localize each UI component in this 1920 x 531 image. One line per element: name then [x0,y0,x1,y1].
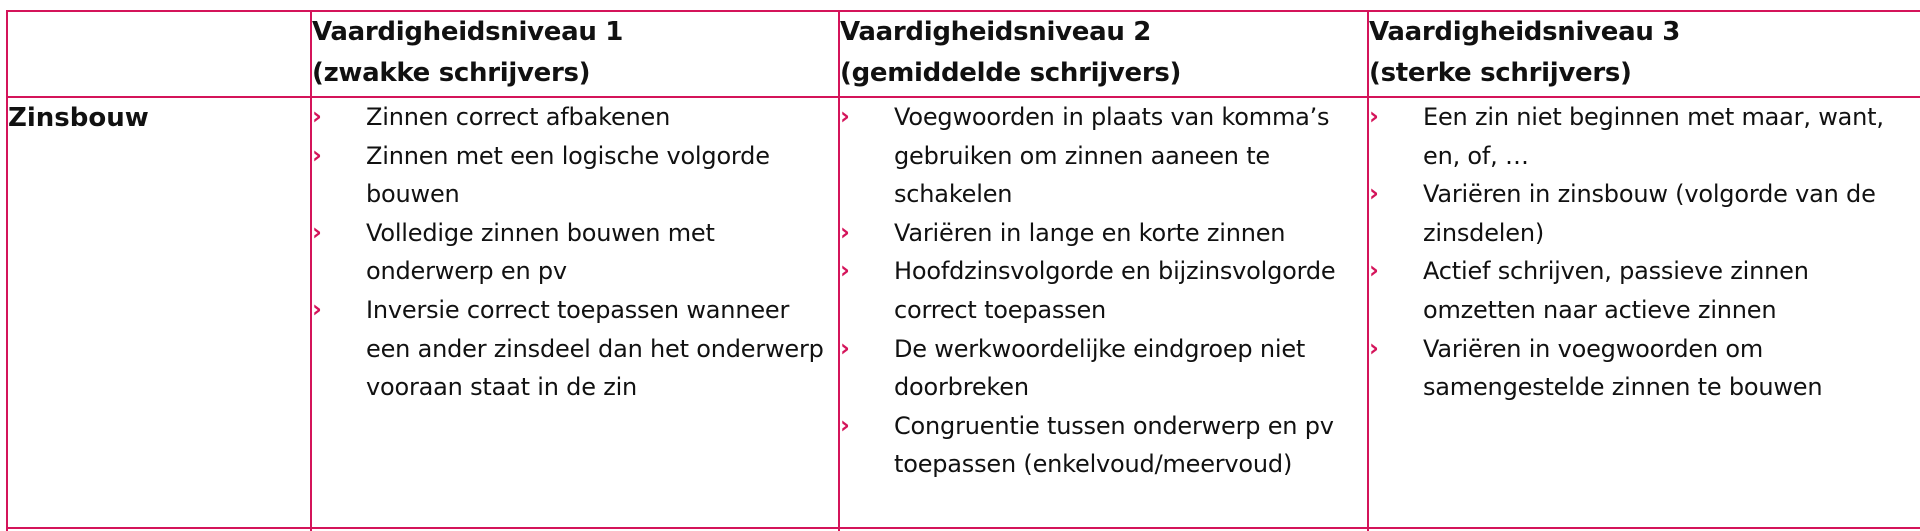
list-item-text: Volledige zinnen bouwen met onderwerp en pv [366,218,715,286]
column-header-subtitle: (zwakke schrijvers) [312,58,591,88]
column-header-title: Vaardigheidsniveau 2 [840,17,1152,47]
column-header-title: Vaardigheidsniveau 1 [312,17,624,47]
list-item [840,407,1367,484]
list-item-text: Hoofdzinsvolgorde en bijzinsvolgorde correct toepassen [894,257,1336,324]
chevron-right-icon: › [1369,179,1379,208]
divider [1367,524,1369,531]
table-row-zinsbouw [7,97,1920,528]
list-item [312,137,838,214]
chevron-right-icon: › [840,256,850,285]
list-item [840,252,1367,329]
list-item-text: Zinnen correct afbakenen [366,103,671,131]
list-item [1369,175,1920,252]
chevron-right-icon: › [1369,333,1379,362]
chevron-right-icon: › [840,217,850,246]
list-item-text: Actief schrijven, passieve zinnen omzetten naar actieve zinnen [1423,257,1809,324]
list-item [840,98,1367,214]
divider [310,524,312,531]
list-item-text: Variëren in zinsbouw (volgorde van de zinsdelen) [1423,180,1876,247]
list-item [840,330,1367,407]
chevron-right-icon: › [1369,256,1379,285]
skills-table [6,10,1920,529]
chevron-right-icon: › [312,217,322,246]
list-item-text: Zinnen met een logische volgorde bouwen [366,141,770,209]
header-row [7,11,1920,97]
list-item-text: Voegwoorden in plaats van komma’s gebruiken om zinnen aaneen te schakelen [894,103,1330,209]
column-header-level-3 [1368,11,1920,97]
column-header-level-1 [311,11,839,97]
chevron-right-icon: › [1369,102,1379,130]
list-item-text: Inversie correct toepassen wanneer een ander zinsdeel dan het onderwerp vooraan staat in de zin [366,295,824,402]
chevron-right-icon: › [840,333,850,362]
cell-level-2 [839,97,1368,528]
chevron-right-icon: › [312,102,322,130]
item-list [1369,98,1920,407]
corner-cell [7,11,311,97]
item-list [840,98,1367,484]
column-header-subtitle: (gemiddelde schrijvers) [840,58,1182,88]
column-header-subtitle: (sterke schrijvers) [1369,58,1632,88]
list-item-text: De werkwoordelijke eindgroep niet doorbreken [894,334,1306,402]
divider [838,524,840,531]
cell-level-1 [311,97,839,528]
chevron-right-icon: › [312,294,322,323]
chevron-right-icon: › [840,410,850,439]
next-row-stub [6,524,1920,531]
list-item [1369,252,1920,329]
cell-level-3 [1368,97,1920,528]
list-item [1369,98,1920,175]
chevron-right-icon: › [312,140,322,169]
list-item-text: Een zin niet beginnen met maar, want, en, of, … [1423,103,1884,170]
column-header-title: Vaardigheidsniveau 3 [1369,17,1681,47]
list-item [1369,330,1920,407]
chevron-right-icon: › [840,102,850,130]
column-header-level-2 [839,11,1368,97]
list-item [312,98,838,137]
list-item-text: Variëren in voegwoorden om samengestelde zinnen te bouwen [1423,334,1823,402]
list-item-text: Congruentie tussen onderwerp en pv toepassen (enkelvoud/meervoud) [894,411,1334,479]
item-list [312,98,838,407]
list-item [312,291,838,407]
list-item-text: Variëren in lange en korte zinnen [894,218,1286,247]
divider [6,524,8,531]
list-item [840,214,1367,253]
row-label: Zinsbouw [7,97,311,528]
list-item [312,214,838,291]
